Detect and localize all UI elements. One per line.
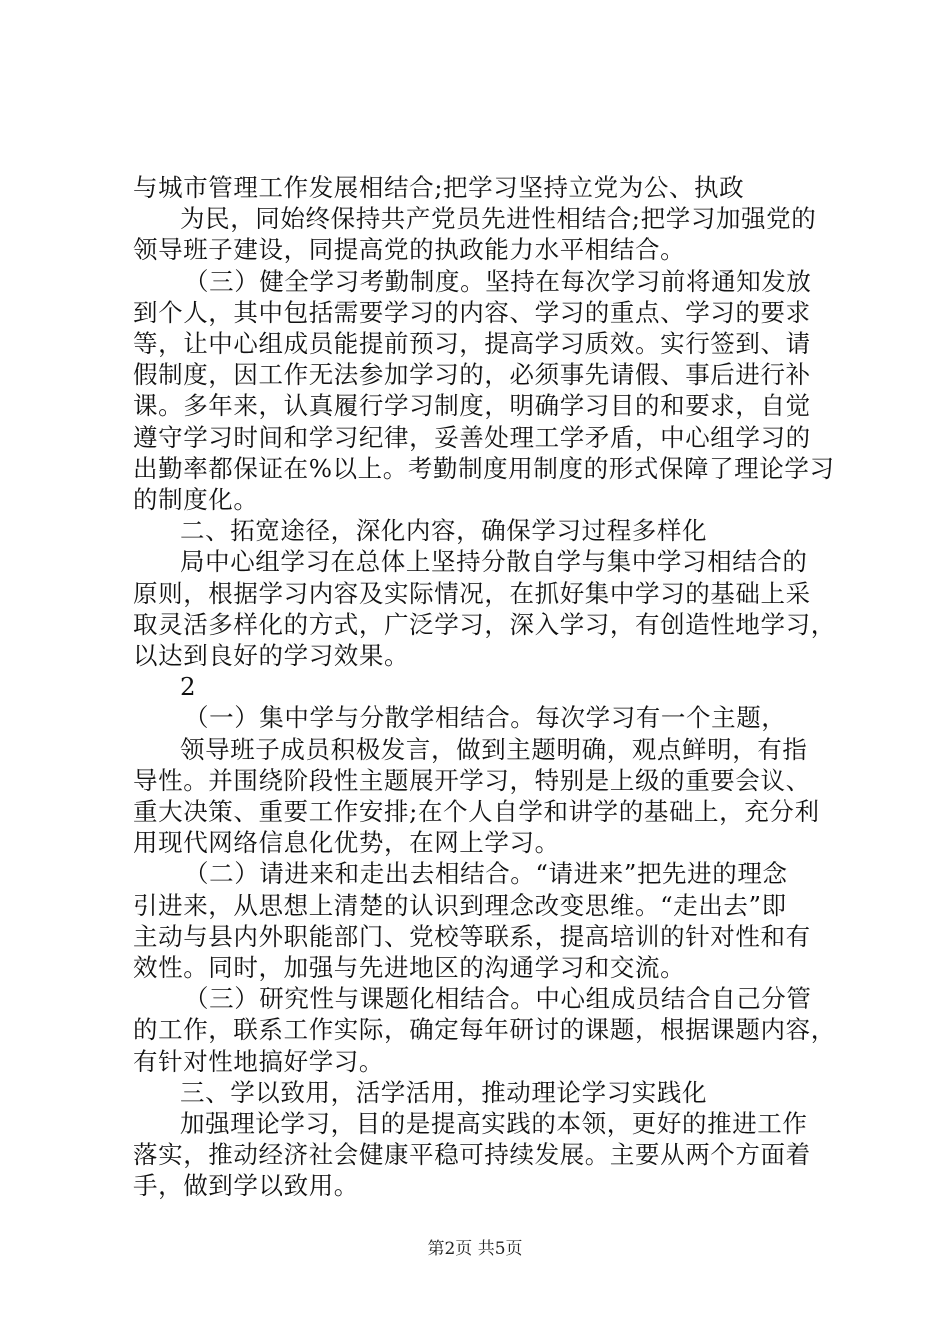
text-line: 的工作，联系工作实际，确定每年研讨的课题，根据课题内容，: [133, 1015, 836, 1045]
section-heading: 三、学以致用，活学活用，推动理论学习实践化: [180, 1077, 708, 1107]
page-footer: 第2页 共5页: [427, 1239, 523, 1259]
stray-page-number: 2: [180, 672, 197, 702]
text-line: 遵守学习时间和学习纪律，妥善处理工学矛盾，中心组学习的: [133, 422, 811, 452]
text-line: 主动与县内外职能部门、党校等联系，提高培训的针对性和有: [133, 921, 811, 951]
text-line: 等，让中心组成员能提前预习，提高学习质效。实行签到、请: [133, 329, 811, 358]
text-line: 重大决策、重要工作安排;在个人自学和讲学的基础上，充分利: [133, 797, 820, 826]
text-line: 出勤率都保证在%以上。考勤制度用制度的形式保障了理论学习: [133, 453, 835, 483]
text-line: 的制度化。: [133, 485, 259, 514]
text-line: 落实，推动经济社会健康平稳可持续发展。主要从两个方面着: [133, 1140, 811, 1170]
text-line: （一）集中学与分散学相结合。每次学习有一个主题，: [184, 703, 787, 733]
text-line: 手，做到学以致用。: [133, 1171, 359, 1201]
text-line: 效性。同时，加强与先进地区的沟通学习和交流。: [133, 953, 686, 982]
text-line: 假制度，因工作无法参加学习的，必须事先请假、事后进行补: [133, 360, 811, 390]
text-line: 领导班子建设，同提高党的执政能力水平相结合。: [133, 235, 686, 265]
text-line: 以达到良好的学习效果。: [133, 641, 410, 670]
text-line: 到个人，其中包括需要学习的内容、学习的重点、学习的要求: [133, 297, 811, 327]
text-line: 原则，根据学习内容及实际情况，在抓好集中学习的基础上采: [133, 578, 811, 608]
text-line: 有针对性地搞好学习。: [133, 1046, 384, 1076]
text-line: 加强理论学习，目的是提高实践的本领，更好的推进工作: [180, 1109, 808, 1138]
text-line: 用现代网络信息化优势，在网上学习。: [133, 828, 560, 858]
text-line: 局中心组学习在总体上坚持分散自学与集中学习相结合的: [180, 547, 808, 577]
text-line: （二）请进来和走出去相结合。“请进来”把先进的理念: [184, 859, 788, 889]
text-line: （三）健全学习考勤制度。坚持在每次学习前将通知发放: [184, 266, 812, 296]
text-line: 课。多年来，认真履行学习制度，明确学习目的和要求，自觉: [133, 391, 811, 421]
text-line: （三）研究性与课题化相结合。中心组成员结合自己分管: [184, 984, 812, 1014]
text-line: 领导班子成员积极发言，做到主题明确，观点鲜明，有指: [180, 734, 808, 764]
text-line: 导性。并围绕阶段性主题展开学习，特别是上级的重要会议、: [133, 765, 811, 795]
text-line: 引进来，从思想上清楚的认识到理念改变思维。“走出去”即: [133, 890, 787, 920]
text-line: 取灵活多样化的方式，广泛学习，深入学习，有创造性地学习，: [133, 609, 836, 639]
text-line: 与城市管理工作发展相结合;把学习坚持立党为公、执政: [133, 173, 745, 202]
text-line: 为民，同始终保持共产党员先进性相结合;把学习加强党的: [180, 204, 817, 234]
section-heading: 二、拓宽途径，深化内容，确保学习过程多样化: [180, 516, 708, 546]
